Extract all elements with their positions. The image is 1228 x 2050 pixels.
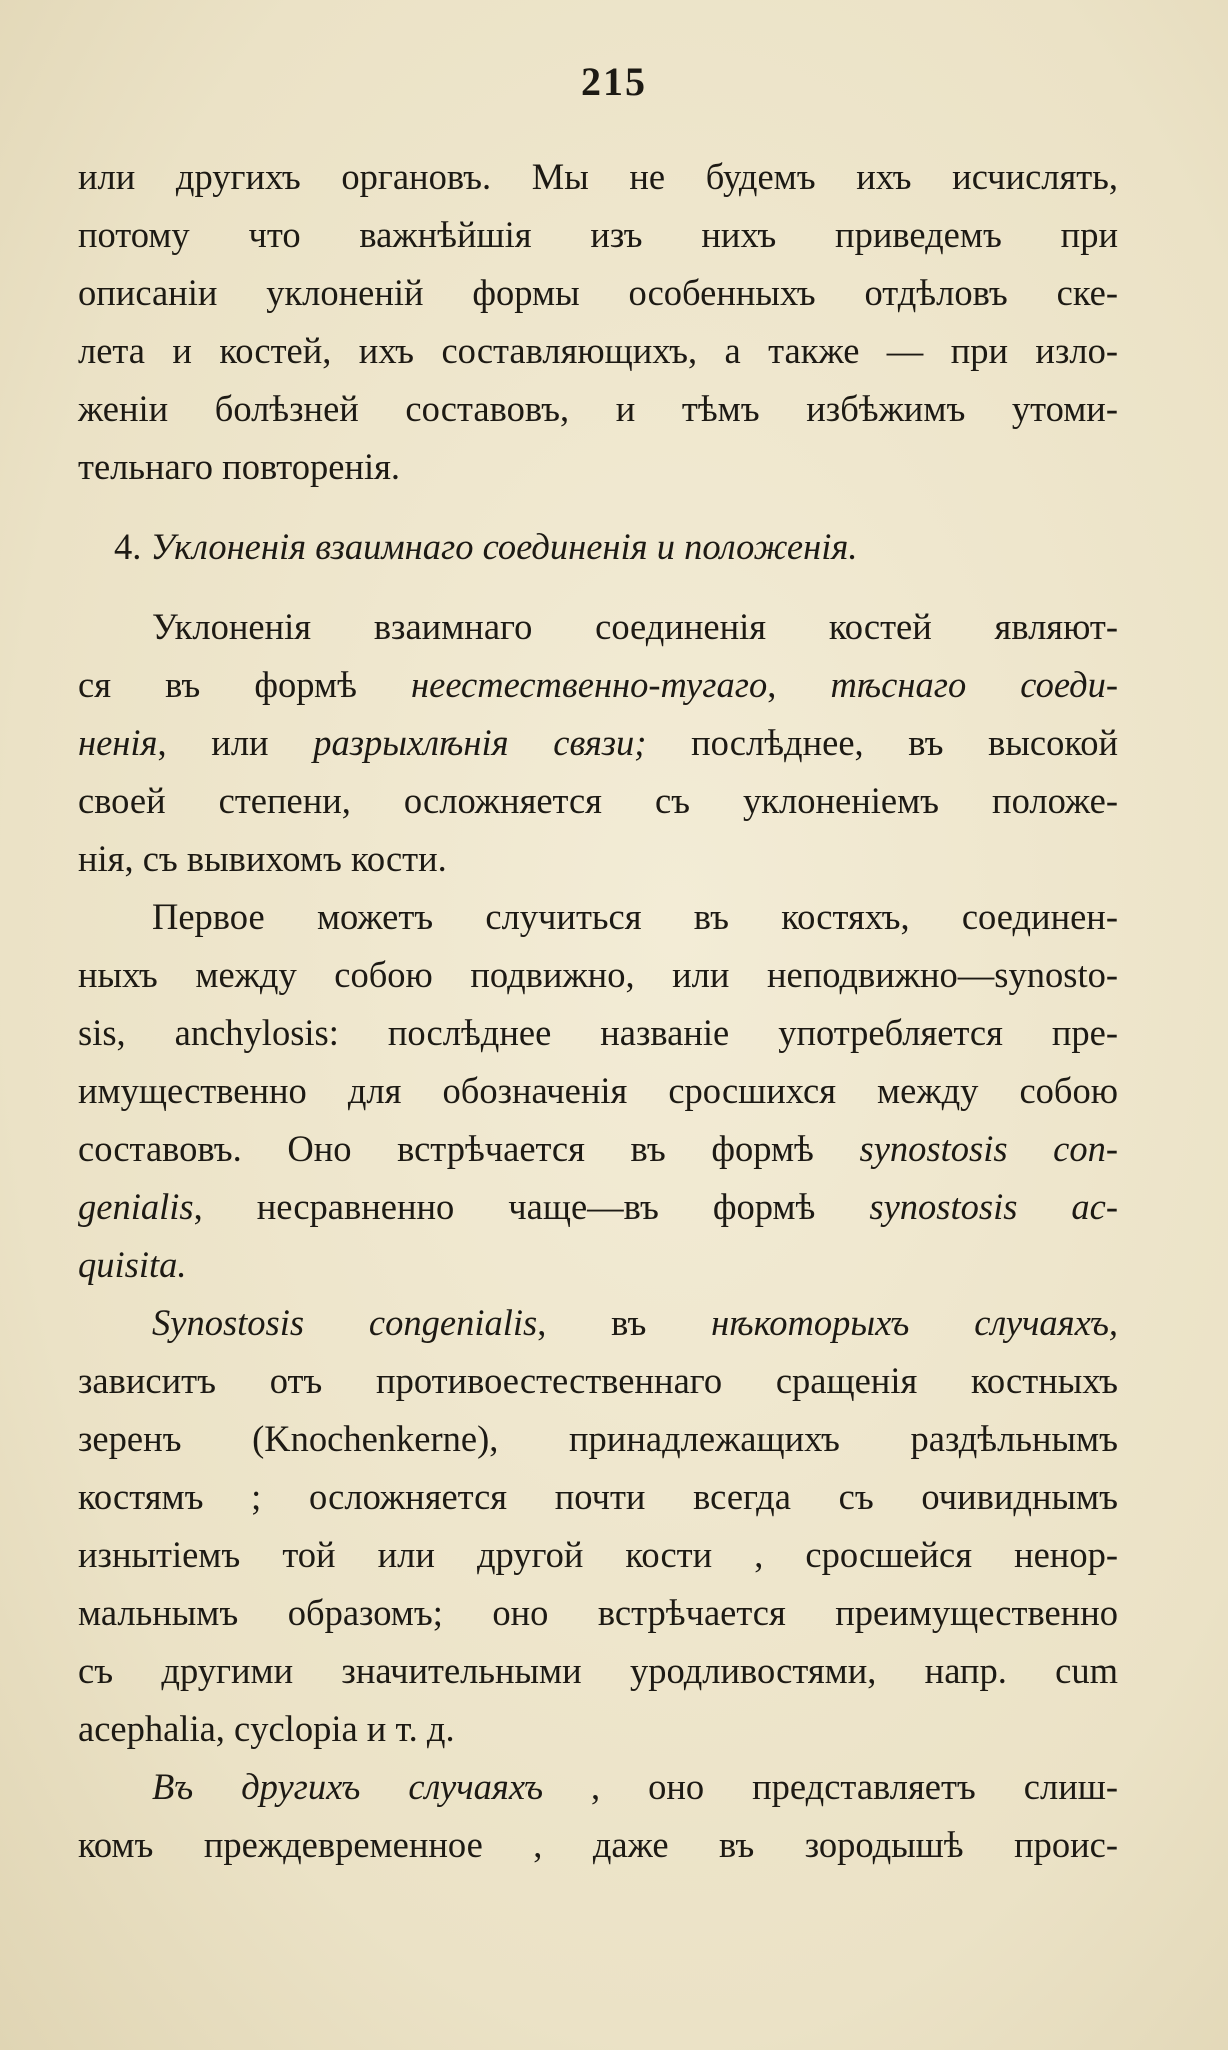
text-line: комъ преждевременное , даже въ зородышѣ проис- bbox=[78, 1824, 1118, 1865]
text-line: потому что важнѣйшія изъ нихъ приведемъ при bbox=[78, 214, 1118, 255]
text-line: зеренъ (Knochenkerne), принадлежащихъ раздѣльнымъ bbox=[78, 1418, 1118, 1459]
text-line: описаніи уклоненій формы особенныхъ отдѣловъ ске- bbox=[78, 272, 1118, 313]
text-line: съ другими значительными уродливостями, напр. cum bbox=[78, 1650, 1118, 1691]
text-line: genialis, несравненно чаще—въ формѣ synostosis ac- bbox=[78, 1186, 1119, 1227]
page-number: 215 bbox=[581, 59, 647, 104]
paragraph bbox=[78, 888, 1118, 1294]
text-line: или другихъ органовъ. Мы не будемъ ихъ исчислять, bbox=[78, 156, 1118, 197]
text-line: тельнаго повторенія. bbox=[78, 446, 401, 487]
text-line: своей степени, осложняется съ уклоненіемъ положе- bbox=[78, 780, 1118, 821]
text-line: имущественно для обозначенія сросшихся между собою bbox=[78, 1070, 1118, 1111]
paragraph bbox=[78, 148, 1118, 496]
paragraph bbox=[78, 1294, 1118, 1758]
text-line: Уклоненія взаимнаго соединенія костей являют- bbox=[152, 606, 1118, 647]
text-line: нія, съ вывихомъ кости. bbox=[78, 838, 447, 879]
text-line: зависитъ отъ противоестественнаго сращенія костныхъ bbox=[78, 1360, 1118, 1401]
paragraph bbox=[78, 1758, 1118, 1874]
text-line: quisita. bbox=[78, 1244, 187, 1285]
text-line: лета и костей, ихъ составляющихъ, а также — при изло- bbox=[78, 330, 1118, 371]
text-line: изнытіемъ той или другой кости , сросшейся ненор- bbox=[78, 1534, 1118, 1575]
page-text bbox=[78, 148, 1118, 1874]
section-heading bbox=[78, 518, 1118, 576]
text-line: женіи болѣзней составовъ, и тѣмъ избѣжимъ утоми- bbox=[78, 388, 1118, 429]
text-line: Synostosis congenialis, въ нѣкоторыхъ случаяхъ, bbox=[152, 1302, 1119, 1343]
text-line: Въ другихъ случаяхъ , оно представляетъ слиш- bbox=[152, 1766, 1118, 1807]
text-line: составовъ. Оно встрѣчается въ формѣ synostosis con- bbox=[78, 1128, 1119, 1169]
text-line: ся въ формѣ неестественно-тугаго, тѣснаго соеди- bbox=[78, 664, 1118, 705]
text-line: мальнымъ образомъ; оно встрѣчается преимущественно bbox=[78, 1592, 1118, 1633]
text-line: ненія, или разрыхлѣнія связи; послѣднее, въ высокой bbox=[78, 722, 1119, 763]
text-line: sis, anchylosis: послѣднее названіе употребляется пре- bbox=[78, 1012, 1118, 1053]
section-title: Уклоненія взаимнаго соединенія и положенія. bbox=[150, 526, 858, 567]
section-number: 4. bbox=[114, 526, 142, 567]
paragraph bbox=[78, 598, 1118, 888]
text-line: acephalia, cyclopia и т. д. bbox=[78, 1708, 455, 1749]
text-line: Первое можетъ случиться въ костяхъ, соединен- bbox=[152, 896, 1118, 937]
text-line: костямъ ; осложняется почти всегда съ очивиднымъ bbox=[78, 1476, 1118, 1517]
text-line: ныхъ между собою подвижно, или неподвижно—synosto- bbox=[78, 954, 1118, 995]
